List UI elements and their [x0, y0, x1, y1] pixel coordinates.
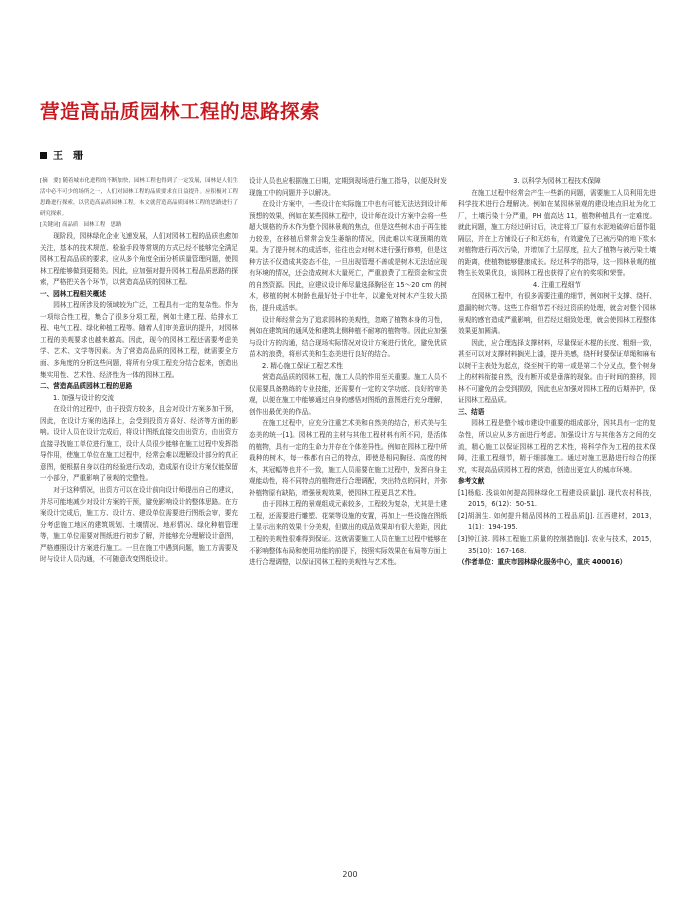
reference-item: [1]杨彪. 浅谈如何提高园林绿化工程建设质量[J]. 现代农村科技，2015，6(12)：50-51.: [458, 488, 656, 509]
paragraph: 由于园林工程的景观组成元素较多，工程较为复杂，尤其是土建工程，还需要进行雕塑、花架等设施的安置，再加上一些设施在图纸上显示出来的效果十分美观，但做出的成品效果却有很大差距，因此工程的美观性很难得到保证。这就需要施工人员在施工过程中能够在不影响整体布局和使用功能的前提下，按照实际效果在布局等方面上进行合理调整，以保证园林工程的美观性与艺术性。: [249, 500, 447, 567]
subsection-heading-4: 4. 注重工程细节: [533, 280, 581, 289]
paragraph: 在施工过程中经常会产生一些新的问题，需要施工人员利用先进科学技术进行合理解决。例如在某园林景观的建设地点旧址为化工厂，土壤污染十分严重，PH 值高达 11，植物种植具有一定难度。就此问题，施工方经过研讨后，决定将工厂原有水泥地硫碎后留作阻隔层，并在上方铺设石子和无纺布，有效避免了已被污染的地下浆水对植物进行再次污染，并增加了土层厚度，拉大了植物与被污染土壤的距离，使植物能够健康成长。经过科学的指导，这一园林景观的植物生长效果优良，该园林工程也获得了应有的奖项和荣誉。: [458, 188, 656, 278]
reference-item: [3]钟江波. 园林工程施工质量的控制措施[J]. 农业与技术，2015，35(10)：167-168.: [458, 534, 656, 555]
paragraph: 在设计的过程中，由于投资方较多，且会对设计方案多加干预，因此，在设计方案的选择上，会受到投资方喜好、经济等方面的影响。设计人员在设计完成后，将设计图纸直接交由出资方，由出资方直接寻找施工单位进行施工，设计人员很少能够在施工过程中发挥指导作用，使施工单位在施工过程中，经常会难以理解设计部分的真正意图，便根据自身以往的经验进行改动，造成原有设计方案仅能保留一小部分，严重影响了景观的完整性。: [40, 405, 238, 483]
paragraph: 在设计方案中，一些设计在实际施工中也有可能无法达到设计师预想的效果，例如在某些园林工程中，设计师在设计方案中会将一些超大规格的乔木作为整个园林景观的焦点，但是这些树木由于再生能力较差，在移植后常常会发生萎缩的情况，因此难以实现预期的效果。为了提升树木的成活率，往往也会对树木进行强行修剪，但是这种方法不仅造成其姿态不佳，一旦出现管理不善或是树木无法适应现有环境的情况，还会造成树木大量死亡，严重浪费了工程资金和宝贵的自然资源。因此，应建议设计师尽量选择胸径在 15～20 cm 的树木，移植的树木树龄也最好处于中壮年，以避免对树木产生较大损伤，提升成活率。: [249, 200, 447, 313]
column-1: [40, 176, 238, 566]
author-square-icon: [40, 152, 47, 159]
subsection-heading-1: 1. 加强与设计的交流: [53, 393, 115, 402]
paragraph: 对于这种情况，出资方可以在设计前向设计师提出自己的建议，并尽可能地减少对设计方案的干预，避免影响设计的整体思路。在方案设计完成后，施工方、设计方、建设单位需要进行图纸会审，要充分考虑施工地区的建筑规划、土壤情况、地形情况、绿化种植管理等，施工单位需要对图纸进行初步了解，并能够充分理解设计意图，严格遵照设计方案进行施工。一旦在施工中遇到问题，施工方需要及时与设计人员沟通，不可随意改变图纸设计。: [40, 486, 238, 564]
paragraph: 设计人员也应根据施工日期，定期到现场进行施工指导，以便及时发现施工中的问题并予以解决。: [249, 177, 447, 197]
author-affiliation: （作者单位：重庆市园林绿化服务中心，重庆 400016）: [458, 558, 627, 567]
paragraph: 因此，应合理选择支撑材料，尽量保证木棍的长度、粗细一致，甚至可以对支撑材料搁光上漆，提升美感，绕杆时要保证草绳和麻布以树干主表处为起点，绕至树干的第一或是第二个分叉点，整个树身上的材料衔接自然，没有断开或是垂落的现象。由于时间的推移，园林不可避免的会受到损毁，因此也应加强对园林工程的后期养护，保证园林工程品质。: [458, 338, 656, 405]
author-line: [40, 147, 83, 162]
subsection-heading-3: 3. 以科学为园林工程技术保障: [513, 177, 601, 185]
subsection-heading-2: 2. 精心施工保证工程艺术性: [262, 361, 343, 370]
intro-paragraph: 现阶段，园林绿化企业飞速发展，人们对园林工程的品质也愈加关注，基本的技术规范、检验手段等常规的方式已经不能够完全满足园林工程高品质的要求，应从多个角度全面分析质量管理问题，使园林工程能够做到更精美。因此，应加强对提升园林工程品质思路的探索，严格把关各个环节，以营造高品质的园林工程。: [40, 232, 238, 287]
paragraph: 设计师经常会为了追求园林的美观性，忽略了植物本身的习性，例如在建筑间的通风处和建筑北侧种植不耐寒的植物等。因此应加强与设计方的沟通，结合现场实际情况对设计方案进行优化，避免优质苗木的浪费，将形式美和生态美进行良好的结合。: [249, 315, 447, 359]
column-2: [249, 176, 447, 569]
author-name: 王 珊: [53, 151, 83, 162]
section-1-paragraph: 园林工程所涉及的领域较为广泛，工程具有一定的复杂性。作为一项综合性工程，集合了很多分项工程，例如土建工程、给排水工程、电气工程、绿化种植工程等。随着人们审美意识的提升，对园林工程的美观要求也越来越高。因此，现今的园林工程还需要考虑美学、艺术、文学等因素。为了营造高品质的园林工程，就需要全方面、多角度的分析这些问题，将所有分项工程充分结合起来，创造出集实用性、艺术性、经济性为一体的园林工程。: [40, 301, 238, 379]
column-3: [458, 176, 656, 569]
paragraph: 营造高品质的园林工程，施工人员的作用至关重要。施工人员不仅需要具备熟练的专业技能，还需要有一定的文学功底、良好的审美观，以便在施工中能够通过自身的感悟对图纸的意图进行充分理解，创作出最优美的作品。: [249, 373, 447, 416]
abstract: [摘 要] 随着城市化进程的不断加快，园林工程也得到了一定发展，园林是人们生活中必不可少的场所之一，人们对园林工程的品质要求在日益提升。应积极对工程思路进行探索，以营造高品质园林工程。本文就营造高品质园林工程的思路进行了研究探索。: [40, 178, 238, 217]
keywords: [关键词] 高品质 园林工程 思路: [40, 222, 122, 228]
section-heading-1: 一、园林工程相关概述: [40, 289, 106, 298]
reference-item: [2]胡润生. 如何提升精品园林的工程品质[J]. 江西建材，2013，1(1)：194-195.: [458, 511, 656, 532]
section-heading-3: 三、结语: [458, 407, 485, 416]
page-number: 200: [342, 870, 358, 879]
section-heading-2: 二、营造高品质园林工程的思路: [40, 382, 133, 391]
paragraph: 在施工过程中，应充分注重艺术美和自然美的结合，形式美与生态美的统一[1]。园林工程的主材与其他工程材料有所不同，是活体的植物，具有一定的生命力并存在个体差异性。例如在园林工程中所栽种的树木，每一株都有自己的特点，即使是相同胸径、高度的树木，其冠幅等也并不一致，施工人员需要在施工过程中，发挥自身主观能动性，将不同特点的植物进行合理调配，突出特点的同时，并弥补植物原有缺陷，增强景观效果，使园林工程更具艺术性。: [249, 419, 447, 497]
paragraph: 园林工程是整个城市建设中重要的组成部分，因其具有一定的复杂性，所以应从多方面进行考虑。加强设计方与其他各方之间的交流，精心施工以保证园林工程的艺术性，将科学作为工程的技术保障，注重工程细节，精于细部施工。通过对施工思路进行综合的探究，实现高品质园林工程的营造，创造出更宜人的城市环境。: [458, 419, 656, 474]
paragraph: 在园林工程中，有很多需要注重的细节，例如树干支撑、绕杆、遗漏的树穴等。这些工作细节若不经过资质的处理，就会对整个园林景观的感官造成严重影响，但若经过细致处理，就会使园林工程整体效果更加圆满。: [458, 292, 656, 336]
article-title: 营造高品质园林工程的思路探索: [40, 100, 321, 123]
references-heading: 参考文献: [458, 477, 485, 486]
